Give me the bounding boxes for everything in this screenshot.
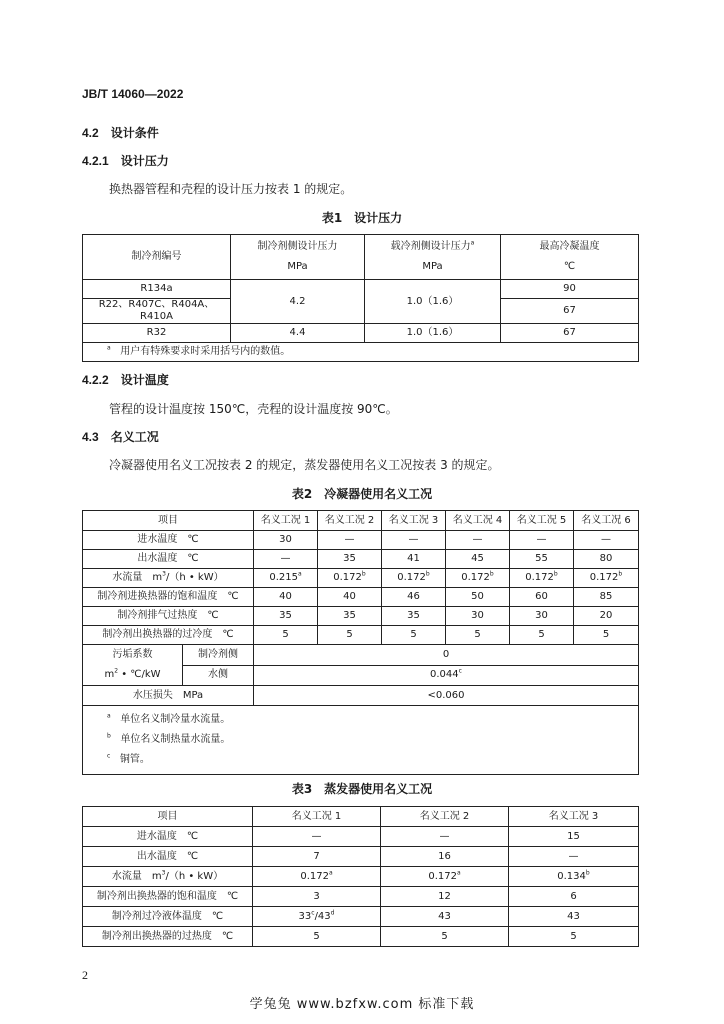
header-condition: 名义工况 1 xyxy=(253,807,381,827)
header-condition: 名义工况 1 xyxy=(254,511,318,531)
paragraph-design-pressure: 换热器管程和壳程的设计压力按表 1 的规定。 xyxy=(109,182,353,196)
cell-temperature: 67 xyxy=(501,324,639,343)
table-row xyxy=(83,907,639,927)
paragraph-design-temperature: 管程的设计温度按 150℃，壳程的设计温度按 90℃。 xyxy=(109,402,398,416)
section-title: 名义工况 xyxy=(110,430,159,444)
cell-value: 5 xyxy=(382,626,446,645)
header-item: 项目 xyxy=(83,807,253,827)
table-number: 表1 xyxy=(321,211,343,225)
table-row xyxy=(83,887,639,907)
table3-caption xyxy=(0,780,724,797)
cell-value: 0.172$^b$ xyxy=(318,569,382,588)
footnote-mark: c xyxy=(311,909,315,917)
cell-value: 85 xyxy=(574,588,639,607)
footnote: $^a$ 单位名义制冷量水流量。 xyxy=(107,712,231,725)
footnote-text: 用户有特殊要求时采用括号内的数值。 xyxy=(120,346,291,357)
footnote: $^c$ 铜管。 xyxy=(107,752,150,765)
cell-value: 40 xyxy=(318,588,382,607)
header-condition: 名义工况 3 xyxy=(509,807,639,827)
cell-value: 0.172$^b$ xyxy=(382,569,446,588)
cell-refrigerant: R32 xyxy=(83,324,231,343)
footnote-mark: a xyxy=(456,869,461,877)
section-title: 设计条件 xyxy=(110,126,159,140)
cell-value: 30 xyxy=(446,607,510,626)
paragraph-nominal-conditions: 冷凝器使用名义工况按表 2 的规定，蒸发器使用名义工况按表 3 的规定。 xyxy=(109,458,500,472)
row-sublabel: 水侧 xyxy=(183,665,254,686)
table-header-row xyxy=(83,807,639,827)
cell-value: 50 xyxy=(446,588,510,607)
section-4-3-heading xyxy=(82,428,159,445)
table-header-row xyxy=(83,511,639,531)
footnote-mark: b xyxy=(361,570,366,578)
section-4-2-heading xyxy=(82,124,159,141)
table-row xyxy=(83,280,639,299)
row-label: 进水温度 ℃ xyxy=(83,531,254,550)
cell-value: 35 xyxy=(254,607,318,626)
section-4-2-1-heading xyxy=(82,152,169,169)
cell-value: 30 xyxy=(510,607,574,626)
cell-value: 43 xyxy=(381,907,509,927)
row-sublabel: 制冷剂侧 xyxy=(183,645,254,666)
table1-design-pressure xyxy=(82,234,639,362)
table-row xyxy=(83,645,639,666)
header-condition: 名义工况 3 xyxy=(382,511,446,531)
header-condition: 名义工况 5 xyxy=(510,511,574,531)
header-coolant-pressure: 载冷剂侧设计压力$^a$ MPa xyxy=(365,235,501,280)
section-number: 4.2.1 xyxy=(82,154,109,168)
footnote-mark: b xyxy=(553,570,558,578)
page-number: 2 xyxy=(82,968,88,982)
row-label: 水流量 $m^3/(h$ • kW） xyxy=(83,867,253,887)
cell-value: — xyxy=(510,531,574,550)
table-row xyxy=(83,847,639,867)
table-row xyxy=(83,626,639,645)
cell-value: 12 xyxy=(381,887,509,907)
cell-value: — xyxy=(574,531,639,550)
cell-pressure: 4.2 xyxy=(231,280,365,324)
footnote-mark: a xyxy=(328,869,333,877)
footer-watermark-text: 学兔兔 www.bzfxw.com 标准下载 xyxy=(249,997,475,1012)
cell-value: 0.172$^a$ xyxy=(253,867,381,887)
cell-value: 5 xyxy=(254,626,318,645)
table-number: 表2 xyxy=(291,487,313,501)
cell-value: 7 xyxy=(253,847,381,867)
cell-value: 20 xyxy=(574,607,639,626)
cell-value: 6 xyxy=(509,887,639,907)
section-title: 设计温度 xyxy=(120,373,169,387)
row-label: 水压损失 MPa xyxy=(83,686,254,706)
table-row xyxy=(83,550,639,569)
cell-refrigerant: R22、R407C、R404A、R410A xyxy=(83,299,231,324)
section-number: 4.3 xyxy=(82,430,99,444)
section-number: 4.2 xyxy=(82,126,99,140)
table-row xyxy=(83,588,639,607)
cell-refrigerant: R134a xyxy=(83,280,231,299)
cell-temperature: 67 xyxy=(501,299,639,324)
header-refrigerant-pressure: 制冷剂侧设计压力 MPa xyxy=(231,235,365,280)
table-row xyxy=(83,867,639,887)
table-row xyxy=(83,324,639,343)
row-label-fouling: 污垢系数 $m^2$ • ℃/kW xyxy=(83,645,183,686)
cell-value: 5 xyxy=(446,626,510,645)
cell-value: 30 xyxy=(254,531,318,550)
cell-value: 5 xyxy=(381,927,509,947)
cell-value: 41 xyxy=(382,550,446,569)
table-row xyxy=(83,569,639,588)
cell-value: 15 xyxy=(509,827,639,847)
cell-value: 43 xyxy=(509,907,639,927)
header-condition: 名义工况 6 xyxy=(574,511,639,531)
cell-value: 45 xyxy=(446,550,510,569)
cell-value: 5 xyxy=(510,626,574,645)
cell-value: 5 xyxy=(318,626,382,645)
row-label: 制冷剂排气过热度 ℃ xyxy=(83,607,254,626)
header-condition: 名义工况 4 xyxy=(446,511,510,531)
table-row xyxy=(83,686,639,706)
row-label: 制冷剂出换热器的饱和温度 ℃ xyxy=(83,887,253,907)
row-label: 制冷剂出换热器的过热度 ℃ xyxy=(83,927,253,947)
cell-value: 0.044$^c$ xyxy=(254,665,639,686)
table-row xyxy=(83,607,639,626)
table-row xyxy=(83,531,639,550)
row-label: 水流量 $m^3/(h$ • kW） xyxy=(83,569,254,588)
cell-value: 3 xyxy=(253,887,381,907)
section-number: 4.2.2 xyxy=(82,373,109,387)
table2-caption xyxy=(0,485,724,502)
cell-value: <0.060 xyxy=(254,686,639,706)
footnote-mark: d xyxy=(330,909,335,917)
table2-footnotes xyxy=(83,706,639,775)
cell-value: 33$^c$/43$^d$ xyxy=(253,907,381,927)
cell-value: 0.215$^a$ xyxy=(254,569,318,588)
cell-value: 16 xyxy=(381,847,509,867)
footnote: $^b$ 单位名义制热量水流量。 xyxy=(107,732,231,745)
section-title: 设计压力 xyxy=(120,154,169,168)
header-item: 项目 xyxy=(83,511,254,531)
table1-footnote xyxy=(83,343,639,362)
row-label: 出水温度 ℃ xyxy=(83,550,254,569)
footnote-mark: a xyxy=(107,344,111,352)
footnote-mark: a xyxy=(470,239,475,247)
cell-temperature: 90 xyxy=(501,280,639,299)
cell-value: 0.134$^b$ xyxy=(509,867,639,887)
table-row xyxy=(83,927,639,947)
footnote-mark: c xyxy=(458,667,462,675)
cell-value: 40 xyxy=(254,588,318,607)
cell-value: 55 xyxy=(510,550,574,569)
cell-value: 5 xyxy=(253,927,381,947)
table3-evaporator-conditions xyxy=(82,806,639,947)
document-code: JB/T 14060—2022 xyxy=(82,87,184,101)
table-title: 冷凝器使用名义工况 xyxy=(324,487,433,501)
cell-value: — xyxy=(509,847,639,867)
section-4-2-2-heading xyxy=(82,371,169,388)
table-number: 表3 xyxy=(291,782,313,796)
cell-value: 35 xyxy=(382,607,446,626)
footnote-mark: a xyxy=(297,570,302,578)
cell-value: — xyxy=(318,531,382,550)
table2-condenser-conditions xyxy=(82,510,639,775)
cell-value: 5 xyxy=(574,626,639,645)
table1-caption xyxy=(0,209,724,226)
cell-value: 0.172$^a$ xyxy=(381,867,509,887)
cell-value: — xyxy=(253,827,381,847)
header-max-condensing-temp: 最高冷凝温度 ℃ xyxy=(501,235,639,280)
row-label: 制冷剂过冷液体温度 ℃ xyxy=(83,907,253,927)
table-title: 设计压力 xyxy=(354,211,403,225)
row-label: 制冷剂进换热器的饱和温度 ℃ xyxy=(83,588,254,607)
cell-value: 35 xyxy=(318,607,382,626)
footnote-mark: b xyxy=(425,570,430,578)
cell-value: 0.172$^b$ xyxy=(574,569,639,588)
cell-value: — xyxy=(446,531,510,550)
cell-coolant-pressure: 1.0（1.6） xyxy=(365,324,501,343)
row-label: 进水温度 ℃ xyxy=(83,827,253,847)
footnote-mark: b xyxy=(585,869,590,877)
cell-value: 0.172$^b$ xyxy=(446,569,510,588)
cell-value: — xyxy=(382,531,446,550)
cell-value: 0 xyxy=(254,645,639,666)
cell-value: — xyxy=(254,550,318,569)
table-row xyxy=(83,827,639,847)
header-refrigerant: 制冷剂编号 xyxy=(83,235,231,280)
row-label: 出水温度 ℃ xyxy=(83,847,253,867)
header-condition: 名义工况 2 xyxy=(381,807,509,827)
cell-value: 46 xyxy=(382,588,446,607)
cell-value: 35 xyxy=(318,550,382,569)
cell-value: 60 xyxy=(510,588,574,607)
cell-value: 5 xyxy=(509,927,639,947)
cell-value: 0.172$^b$ xyxy=(510,569,574,588)
cell-value: — xyxy=(381,827,509,847)
cell-coolant-pressure: 1.0（1.6） xyxy=(365,280,501,324)
table-title: 蒸发器使用名义工况 xyxy=(324,782,433,796)
cell-value: 80 xyxy=(574,550,639,569)
header-condition: 名义工况 2 xyxy=(318,511,382,531)
footnote-mark: b xyxy=(618,570,623,578)
footnote-mark: b xyxy=(489,570,494,578)
row-label: 制冷剂出换热器的过冷度 ℃ xyxy=(83,626,254,645)
cell-pressure: 4.4 xyxy=(231,324,365,343)
